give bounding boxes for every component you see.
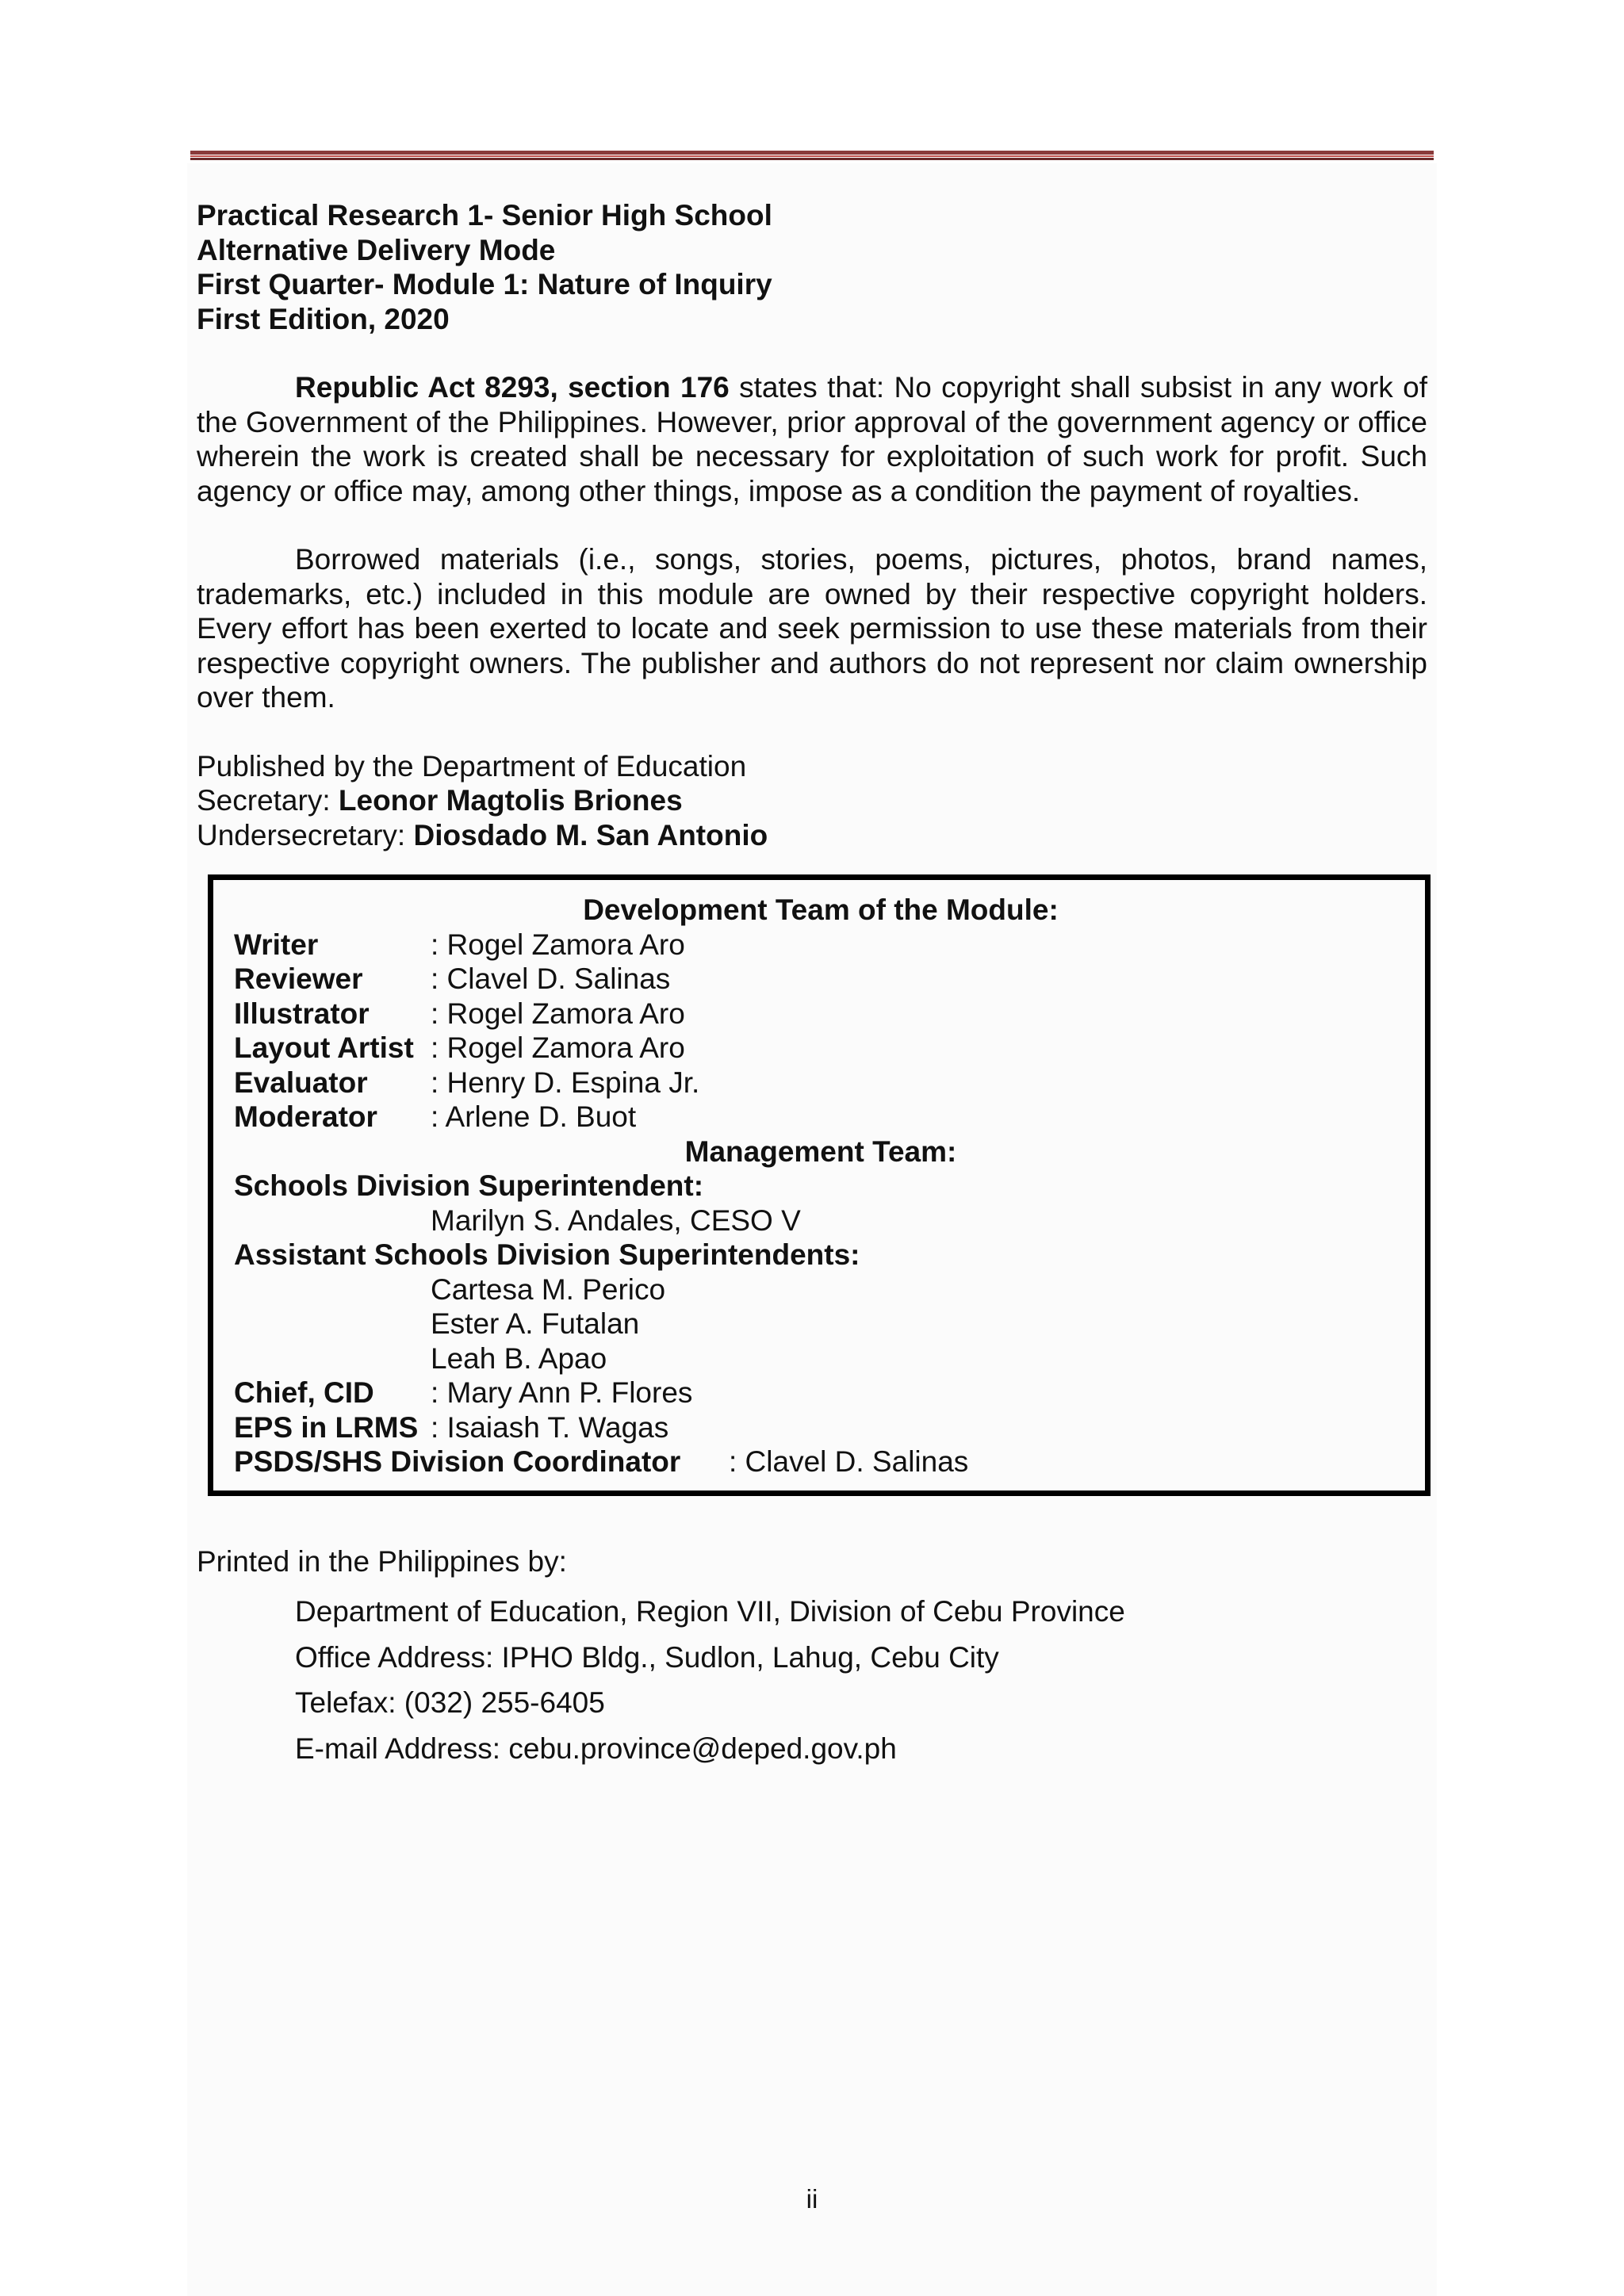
law-text: states that: No copyright shall subsist in any work of the Government of the Philippines. However, prior approval of the government agency or office wherein the work is created shall be necessary for exploitation of such work for profit. Such agency or office may, among other things, impose as a condition the payment of royalties. xyxy=(197,371,1427,507)
asds-label: Assistant Schools Division Superintendents: xyxy=(234,1238,860,1271)
role-value: : Rogel Zamora Aro xyxy=(431,928,685,961)
secretary-name: Leonor Magtolis Briones xyxy=(338,784,683,817)
undersecretary-label: Undersecretary: xyxy=(197,818,414,851)
eps-lrms-row xyxy=(234,1410,1408,1445)
team-role-row xyxy=(234,928,1408,962)
module-title-line: Alternative Delivery Mode xyxy=(197,233,556,266)
borrowed-text: Borrowed materials (i.e., songs, stories, poems, pictures, photos, brand names, trademarks, etc.) included in this module are owned by their respective copyright holders. Every effort has been exerted to locate and seek permission to use these materials from their respective copyright owners. The publisher and authors do not represent nor claim ownership over them. xyxy=(197,543,1427,714)
printed-heading: Printed in the Philippines by: xyxy=(197,1545,567,1578)
module-title-block xyxy=(197,198,1427,336)
module-title-line: Practical Research 1- Senior High School xyxy=(197,199,772,232)
management-team-heading: Management Team: xyxy=(684,1135,957,1168)
role-label: Layout Artist xyxy=(234,1031,414,1064)
main-content xyxy=(197,198,1427,852)
page-number: ii xyxy=(806,2184,818,2214)
chief-cid-label: Chief, CID xyxy=(234,1376,374,1409)
psds-value: : Clavel D. Salinas xyxy=(729,1445,969,1478)
eps-lrms-value: : Isaiash T. Wagas xyxy=(431,1410,669,1444)
module-title-line: First Quarter- Module 1: Nature of Inquiry xyxy=(197,268,772,300)
role-value: : Rogel Zamora Aro xyxy=(431,1031,685,1064)
asds-name: Ester A. Futalan xyxy=(431,1307,640,1340)
role-label: Writer xyxy=(234,928,319,961)
publisher-block xyxy=(197,749,1427,853)
printer-email-line: E-mail Address: cebu.province@deped.gov.ph xyxy=(295,1732,897,1765)
borrowed-materials-paragraph xyxy=(197,542,1427,715)
role-value: : Rogel Zamora Aro xyxy=(431,997,685,1030)
role-label: Reviewer xyxy=(234,962,363,995)
undersecretary-line xyxy=(197,818,1427,853)
publisher-line: Published by the Department of Education xyxy=(197,749,747,783)
asds-name: Leah B. Apao xyxy=(431,1341,607,1375)
header-rule-thick xyxy=(190,151,1434,155)
psds-label: PSDS/SHS Division Coordinator xyxy=(234,1445,681,1478)
role-value: : Arlene D. Buot xyxy=(431,1100,637,1133)
team-role-row xyxy=(234,1100,1408,1135)
role-label: Moderator xyxy=(234,1100,377,1133)
psds-row xyxy=(234,1445,1408,1479)
role-label: Illustrator xyxy=(234,997,370,1030)
secretary-line xyxy=(197,783,1427,818)
team-role-row xyxy=(234,962,1408,997)
team-role-row xyxy=(234,1031,1408,1066)
team-role-row xyxy=(234,1066,1408,1100)
development-team-heading: Development Team of the Module: xyxy=(583,894,1059,926)
copyright-paragraph xyxy=(197,370,1427,508)
eps-lrms-label: EPS in LRMS xyxy=(234,1410,419,1444)
role-value: : Clavel D. Salinas xyxy=(431,962,671,995)
sds-name: Marilyn S. Andales, CESO V xyxy=(431,1203,801,1237)
chief-cid-row xyxy=(234,1376,1408,1410)
undersecretary-name: Diosdado M. San Antonio xyxy=(413,818,768,851)
chief-cid-value: : Mary Ann P. Flores xyxy=(431,1376,693,1409)
printer-detail-line: Telefax: (032) 255-6405 xyxy=(295,1686,605,1719)
development-team-box xyxy=(208,874,1431,1496)
header-rule-base xyxy=(190,158,1434,160)
module-title-line: First Edition, 2020 xyxy=(197,302,450,335)
printer-block xyxy=(197,1544,1427,1771)
printer-detail-line: Department of Education, Region VII, Division of Cebu Province xyxy=(295,1595,1125,1628)
role-label: Evaluator xyxy=(234,1066,368,1099)
role-value: : Henry D. Espina Jr. xyxy=(431,1066,700,1099)
team-list xyxy=(234,893,1408,1479)
law-reference: Republic Act 8293, section 176 xyxy=(295,371,730,404)
header-rule-thin xyxy=(190,155,1434,157)
printer-detail-line: Office Address: IPHO Bldg., Sudlon, Lahug, Cebu City xyxy=(295,1640,999,1674)
header-rule xyxy=(190,151,1434,160)
secretary-label: Secretary: xyxy=(197,784,339,817)
asds-name: Cartesa M. Perico xyxy=(431,1272,666,1306)
sds-label: Schools Division Superintendent: xyxy=(234,1169,704,1202)
team-role-row xyxy=(234,997,1408,1031)
